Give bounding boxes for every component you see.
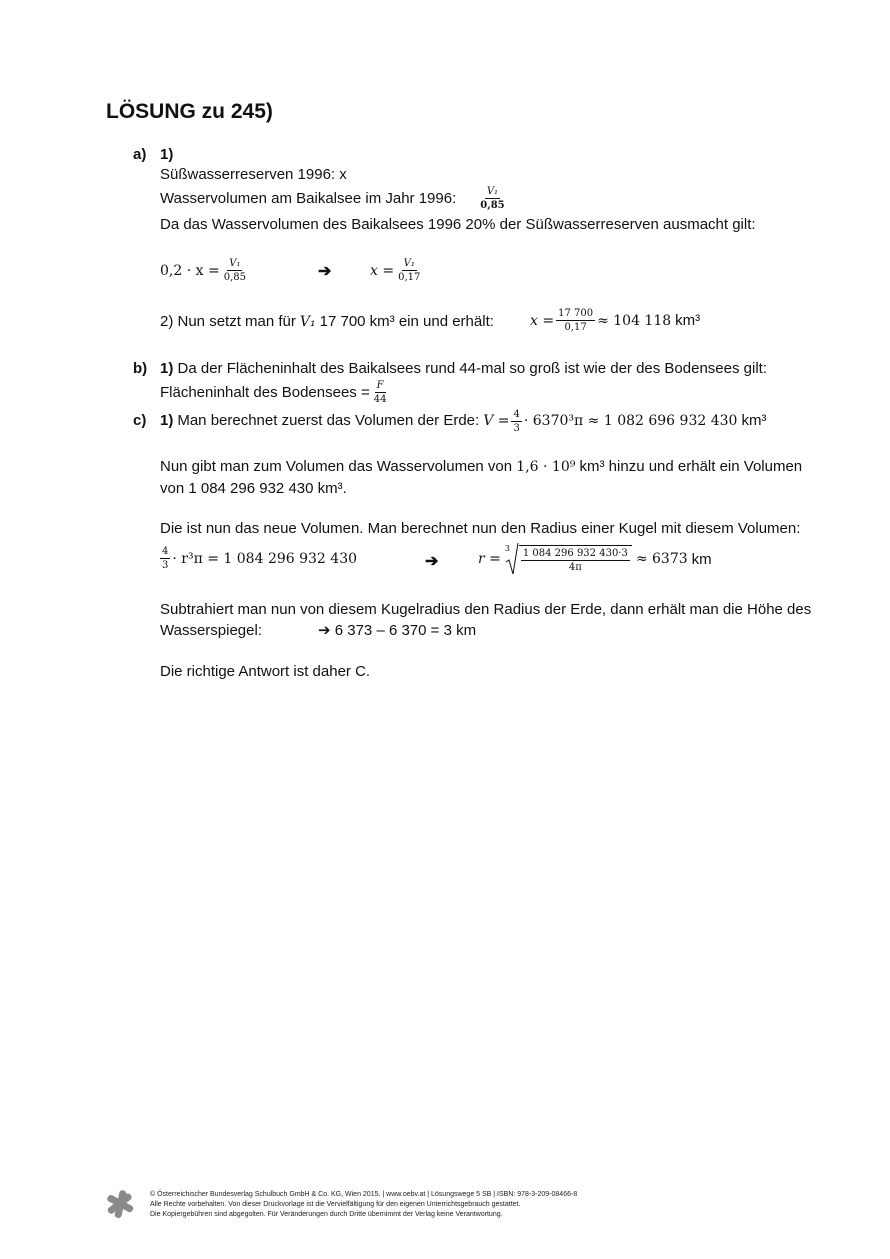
fraction-num: V₁	[486, 186, 499, 197]
footer-line2: Alle Rechte vorbehalten. Von dieser Druckvorlage ist die Vervielfältigung für den eigenen Unterrichtsgebrauch gestattet.	[150, 1201, 521, 1208]
c-para2-line2: von 1 084 296 932 430 km³.	[160, 480, 347, 497]
a-part2	[160, 313, 494, 331]
a-part2-equation	[530, 308, 700, 333]
c-vol-unit: km³	[741, 412, 767, 429]
part2-eq-left: x =	[530, 312, 555, 329]
c-sphere-equation	[158, 546, 357, 571]
a-line1: Süßwasserreserven 1996: x	[160, 166, 347, 183]
c-para4-line2: Wasserspiegel:	[160, 622, 262, 639]
a-line2-text: Wasservolumen am Baikalsee im Jahr 1996:	[160, 189, 457, 207]
fraction-den: 3	[513, 422, 520, 434]
a-equation-left	[160, 258, 250, 283]
part2-unit: km³	[675, 312, 701, 329]
cube-root	[505, 542, 632, 576]
part2-fraction	[556, 308, 595, 333]
c-vol-left: V =	[483, 413, 510, 429]
fraction-num: F	[376, 380, 384, 391]
root-index: 3	[504, 544, 510, 553]
fraction-den: 3	[162, 560, 169, 571]
footer-line3: Die Kopiergebühren sind abgegolten. Für Veränderungen durch Dritte übernimmt der Verlag keine Verantwortung.	[150, 1211, 503, 1218]
c-line1	[160, 406, 766, 436]
fraction-den: 4π	[568, 562, 582, 573]
publisher-logo-icon	[104, 1188, 136, 1220]
fraction-num: 4	[162, 546, 169, 557]
part2-var: V₁	[299, 314, 316, 330]
fraction-num: 4	[513, 408, 520, 420]
label-c-1: 1)	[160, 412, 174, 429]
fraction-den: 0,85	[223, 272, 246, 283]
c-vol-rest: · 6370³π ≈ 1 082 696 932 430	[523, 413, 738, 429]
part2-result: ≈ 104 118	[597, 312, 672, 329]
label-b-1: 1)	[160, 360, 174, 377]
c-para2-math: 1,6 · 10⁹	[516, 459, 576, 475]
label-a-1: 1)	[160, 146, 174, 163]
a-line2-fraction	[478, 186, 506, 211]
eq-left-fraction	[222, 258, 248, 283]
eq-left-text: 0,2 · x =	[160, 262, 220, 279]
b-line2-text: Flächeninhalt des Bodensees =	[160, 383, 370, 401]
label-c: c)	[133, 412, 147, 429]
eq-right-text: x =	[370, 262, 395, 279]
b-line1-text: Da der Flächeninhalt des Baikalsees rund 44-mal so groß ist wie der des Bodensees gilt:	[177, 360, 767, 377]
c-para3: Die ist nun das neue Volumen. Man berechnet nun den Radius einer Kugel mit diesem Volumen:	[160, 520, 801, 537]
fraction-num: V₁	[403, 258, 415, 269]
b-fraction	[372, 380, 389, 405]
fraction-den: 44	[373, 394, 387, 405]
c-r-left: r =	[478, 551, 501, 567]
part2-rest: 17 700 km³ ein und erhält:	[319, 313, 494, 330]
c-r-result: ≈ 6373	[635, 551, 688, 567]
arrow-icon: ➔	[318, 263, 332, 280]
c-sphere-rest: · r³π = 1 084 296 932 430	[172, 550, 358, 567]
label-b: b)	[133, 360, 148, 377]
c-radius-equation	[478, 542, 712, 576]
c-para2-b: km³ hinzu und erhält ein Volumen	[579, 458, 803, 475]
c-para4-calc: ➔ 6 373 – 6 370 = 3 km	[318, 622, 477, 639]
c-line1-text: Man berechnet zuerst das Volumen der Erde:	[177, 412, 480, 429]
page-title: LÖSUNG zu 245)	[106, 100, 273, 123]
part2-text: 2) Nun setzt man für	[160, 313, 296, 330]
fraction-den: 0,17	[398, 272, 421, 283]
c-vol-fraction	[511, 409, 521, 434]
label-a: a)	[133, 146, 147, 163]
c-para2-line1	[160, 458, 802, 476]
root-fraction	[521, 548, 630, 573]
b-line2	[160, 380, 390, 405]
fraction-den: 0,85	[480, 200, 505, 211]
fraction-num: 1 084 296 932 430·3	[522, 548, 628, 559]
a-line3: Da das Wasservolumen des Baikalsees 1996 20% der Süßwasserreserven ausmacht gilt:	[160, 216, 756, 233]
footer-line1: © Österreichischer Bundesverlag Schulbuch GmbH & Co. KG, Wien 2015. | www.oebv.at | Lösungswege 5 SB | ISBN: 978-3-209-08466-8	[150, 1191, 578, 1198]
c-conclusion: Die richtige Antwort ist daher C.	[160, 663, 371, 680]
fraction-den: 0,17	[564, 322, 587, 333]
arrow-icon: ➔	[425, 553, 439, 570]
b-line1	[160, 360, 767, 378]
fraction-num: V₁	[229, 258, 241, 269]
c-sphere-fraction	[160, 546, 170, 571]
fraction-num: 17 700	[558, 308, 594, 319]
a-equation-right	[370, 258, 424, 283]
a-line2	[160, 186, 509, 211]
eq-right-fraction	[396, 258, 422, 283]
c-r-unit: km	[691, 550, 712, 568]
c-para2-a: Nun gibt man zum Volumen das Wasservolumen von	[160, 458, 513, 475]
c-para4-line1: Subtrahiert man nun von diesem Kugelradius den Radius der Erde, dann erhält man die Höhe des	[160, 601, 812, 618]
